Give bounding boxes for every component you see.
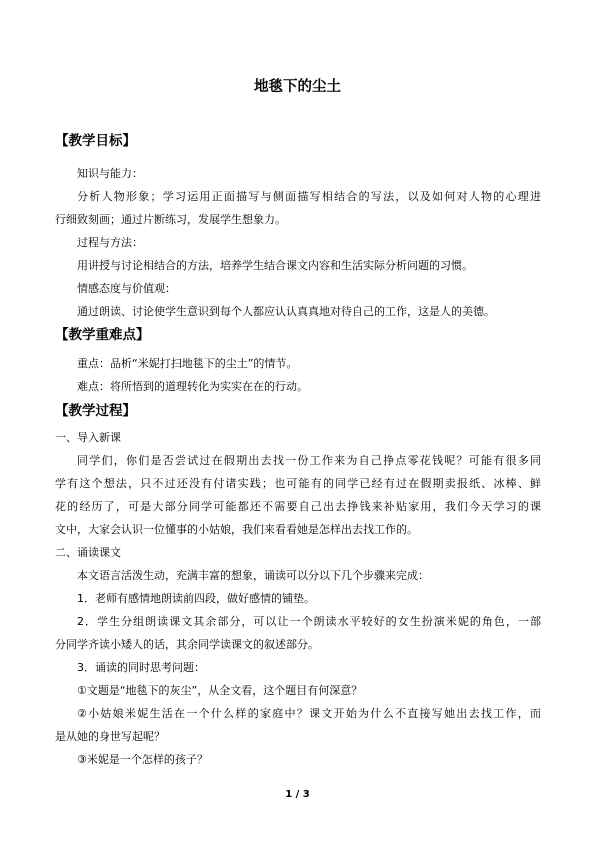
step-1: 1．老师有感情地朗读前四段，做好感情的铺垫。 (77, 592, 315, 605)
question-3: ③米妮是一个怎样的孩子？ (77, 753, 208, 766)
key-point-difficulty: 难点：将所悟到的道理转化为实实在在的行动。 (77, 380, 308, 393)
step-2-line-2: 分同学齐读小矮人的话，其余同学读课文的叙述部分。 (55, 638, 319, 651)
emotion-label: 情感态度与价值观： (77, 282, 176, 295)
document-title: 地毯下的尘土 (254, 79, 341, 95)
part1-line-4: 文中，大家会认识一位懂事的小姑娘，我们来看看她是怎样出去找工作的。 (55, 523, 418, 536)
step-3: 3．诵读的同时思考问题： (77, 661, 205, 674)
section-heading-process: 【教学过程】 (55, 403, 136, 419)
part2-title: 二、诵读课文 (55, 546, 121, 559)
key-point-focus: 重点：品析“米妮打扫地毯下的尘土”的情节。 (77, 357, 298, 370)
part1-line-3: 花的经历了，可是大部分同学可能都还不需要自己出去挣钱来补贴家用，我们今天学习的课 (55, 500, 541, 513)
process-method-paragraph: 用讲授与讨论相结合的方法，培养学生结合课文内容和生活实际分析问题的习惯。 (77, 259, 473, 272)
part1-title: 一、导入新课 (55, 431, 121, 444)
page-indicator: 1 / 3 (285, 789, 310, 800)
part1-line-2: 学有这个想法，只不过还没有付诸实践；也可能有的同学已经有过在假期卖报纸、冰棒、鲜 (55, 477, 541, 490)
part1-line-1: 同学们，你们是否尝试过在假期出去找一份工作来为自己挣点零花钱呢？可能有很多同 (77, 454, 541, 467)
section-heading-goals: 【教学目标】 (55, 133, 136, 149)
part2-intro: 本文语言活泼生动，充满丰富的想象，诵读可以分以下几个步骤来完成： (77, 569, 429, 582)
knowledge-paragraph-line-1: 分析人物形象；学习运用正面描写与侧面描写相结合的写法，以及如何对人物的心理进 (77, 190, 541, 203)
emotion-paragraph: 通过朗读、讨论使学生意识到每个人都应认认真真地对待自己的工作，这是人的美德。 (77, 305, 495, 318)
knowledge-label: 知识与能力： (77, 167, 143, 180)
step-2-line-1: 2．学生分组朗读课文其余部分，可以让一个朗读水平较好的女生扮演米妮的角色，一部 (77, 615, 541, 628)
question-1: ①文题是“地毯下的灰尘”，从全文看，这个题目有何深意？ (77, 684, 363, 697)
section-heading-keypoints: 【教学重难点】 (55, 327, 150, 343)
question-2-line-2: 是从她的身世写起呢？ (55, 730, 165, 743)
question-2-line-1: ②小姑娘米妮生活在一个什么样的家庭中？课文开始为什么不直接写她出去找工作，而 (77, 707, 541, 720)
process-method-label: 过程与方法： (77, 236, 143, 249)
knowledge-paragraph-line-2: 行细致刻画；通过片断练习，发展学生想象力。 (55, 213, 286, 226)
